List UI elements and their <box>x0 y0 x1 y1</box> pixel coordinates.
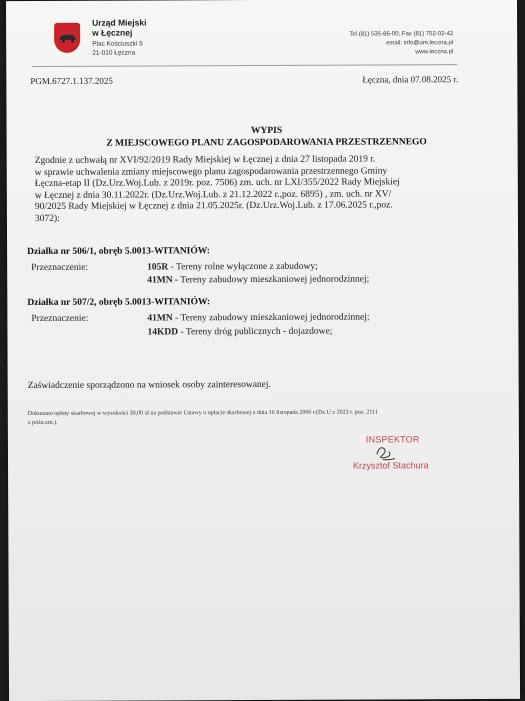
zone-line <box>147 275 369 286</box>
intro-line: w sprawie uchwalenia zmiany miejscowego planu zagospodarowania przestrzennego Gminy <box>34 165 388 178</box>
contact-info <box>349 30 453 57</box>
parcel-heading: Działka nr 507/2, obręb 5.0013-WITANIÓW: <box>27 297 211 309</box>
document-title: WYPIS <box>250 125 283 137</box>
intro-line: 3072): <box>34 213 60 224</box>
zone-description: - Tereny dróg publicznych - dojazdowe; <box>178 326 333 338</box>
parcel-heading: Działka nr 506/1, obręb 5.0013-WITANIÓW: <box>27 246 210 258</box>
fee-note-line: Dokonano opłaty skarbowej w wysokości 30,00 zł na podstawie Ustawy o opłacie skarbowej z dnia 16 listopada 2006 r.(Dz.U z 2023 r. poz. 2111 <box>27 409 378 418</box>
case-reference: PGM.6727.1.137.2025 <box>30 75 113 87</box>
place-date: Łęczna, dnia 07.08.2025 r. <box>362 74 459 85</box>
zone-line <box>147 327 332 338</box>
email: email: info@um.leczna.pl <box>386 40 454 47</box>
certificate-note: Zaświadczenie sporządzono na wniosek osoby zainteresowanej. <box>27 379 271 392</box>
stamp-title: INSPEKTOR <box>365 434 420 445</box>
address-street: Plac Kościuszki 5 <box>92 40 143 48</box>
zone-description: - Tereny rolne wyłączone z zabudowy; <box>168 261 318 273</box>
zone-code: 105R <box>147 262 169 273</box>
document-page <box>6 0 520 701</box>
intro-line: Zgodnie z uchwałą nr XVI/92/2019 Rady Miejskiej w Łęcznej z dnia 27 listopada 2019 r. <box>34 154 376 166</box>
document-subtitle: Z MIEJSCOWEGO PLANU ZAGOSPODAROWANIA PRZESTRZENNEGO <box>106 137 427 149</box>
zone-code: 41MN <box>147 275 173 286</box>
office-address <box>92 41 143 58</box>
office-name-line2: w Łęcznej <box>92 27 133 38</box>
intro-line: 90/2025 Rady Miejskiej w Łęcznej z dnia 21.05.2025r. (Dz.Urz.Woj.Lub. z 17.06.2025 r.,poz. <box>34 200 393 212</box>
office-name <box>92 18 146 38</box>
zone-line <box>147 313 369 324</box>
header-divider <box>32 64 457 67</box>
address-postal: 21-010 Łęczna <box>92 49 136 57</box>
purpose-label: Przeznaczenie: <box>31 262 89 274</box>
intro-line: w Łęcznej z dnia 30.11.2022r. (Dz.Urz.Woj.Lub. z 21.12.2022 r.,poz. 6895) , zm. uch. nr XV/ <box>34 188 392 201</box>
intro-line: Łęczna-etap II (Dz.Urz.Woj.Lub. z 2019r. poz. 7506) zm. uch. nr LXI/355/2022 Rady Miejskiej <box>34 177 400 189</box>
phone-fax: Tel (81) 535-86-00; Fax (81) 752-02-42 <box>349 31 454 38</box>
purpose-label: Przeznaczenie: <box>31 313 89 325</box>
signature-icon <box>373 439 403 461</box>
fee-note-line: z późn.zm.). <box>27 419 58 427</box>
website: www.leczna.pl <box>415 49 454 56</box>
stamp-duty-note <box>28 408 488 428</box>
zone-description: - Tereny zabudowy mieszkaniowej jednorodzinnej; <box>172 274 370 286</box>
office-name-line1: Urząd Miejski <box>92 17 147 28</box>
legal-basis-paragraph <box>35 154 469 225</box>
stamp-name: Krzysztof Stachura <box>353 460 429 471</box>
zone-description: - Tereny zabudowy mieszkaniowej jednorodzinnej; <box>172 312 370 324</box>
zone-code: 14KDD <box>147 327 179 338</box>
zone-code: 41MN <box>147 313 173 324</box>
zone-line <box>147 262 318 273</box>
city-coat-of-arms-icon <box>54 23 80 53</box>
